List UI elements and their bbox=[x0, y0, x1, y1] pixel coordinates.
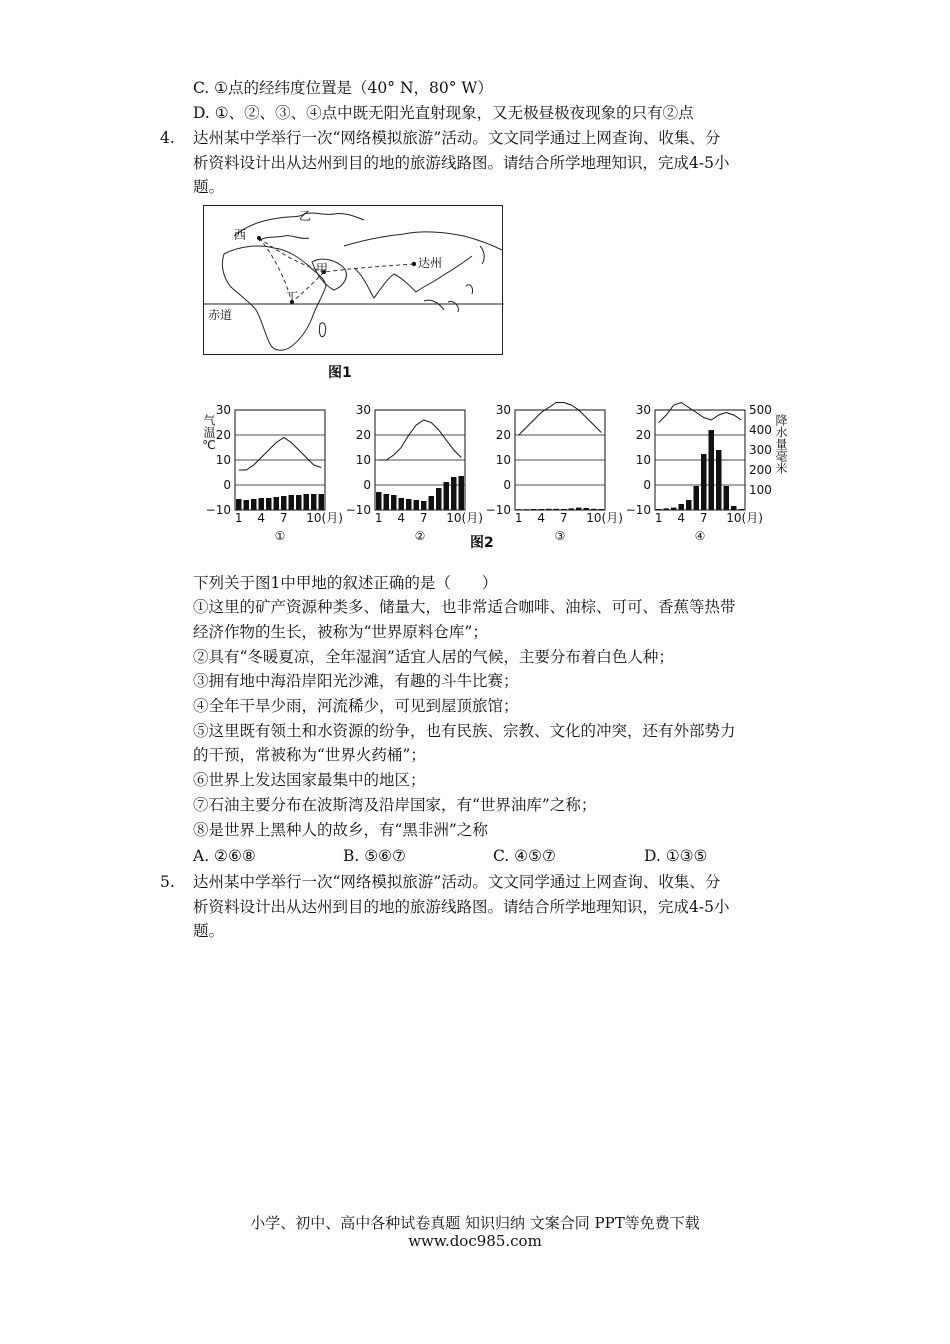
x-tick-label: 1 bbox=[514, 511, 523, 525]
y-tick-label: 20 bbox=[215, 428, 231, 442]
precip-bar bbox=[724, 486, 730, 510]
precip-bar bbox=[391, 495, 397, 510]
precip-bar bbox=[576, 508, 582, 510]
x-tick-label: 7 bbox=[419, 511, 428, 525]
climate-chart-4 bbox=[615, 398, 795, 547]
y-tick-label: 10 bbox=[635, 453, 651, 467]
precip-bar bbox=[421, 501, 427, 510]
y2-tick-label: 100 bbox=[749, 483, 772, 497]
precip-bar bbox=[236, 499, 242, 510]
y2-tick-label: 500 bbox=[749, 403, 772, 417]
question-stem-line: 析资料设计出从达州到目的地的旅游线路图。请结合所学地理知识，完成4-5小 bbox=[193, 154, 730, 172]
x-tick-label: 10(月) bbox=[586, 511, 623, 525]
y-tick-label: 0 bbox=[503, 478, 511, 492]
y-tick-label: 20 bbox=[355, 428, 371, 442]
precip-bar bbox=[731, 506, 737, 510]
precip-bar bbox=[414, 500, 420, 510]
precip-bar bbox=[319, 494, 325, 510]
option-c: C. ①点的经纬度位置是（40° N，80° W） bbox=[193, 79, 493, 97]
y2-tick-label: 200 bbox=[749, 463, 772, 477]
map-label-equator: 赤道 bbox=[208, 308, 233, 322]
climate-chart-svg bbox=[615, 398, 795, 543]
precip-bar bbox=[459, 476, 465, 510]
climate-chart-svg bbox=[475, 398, 623, 543]
footer-url: www.doc985.com bbox=[408, 1232, 542, 1250]
answer-option-a: A. ②⑥⑧ bbox=[193, 847, 256, 865]
y-tick-label: 10 bbox=[495, 453, 511, 467]
statement-line: ④全年干旱少雨，河流稀少，可见到屋顶旅馆； bbox=[193, 697, 519, 715]
precip-bar bbox=[679, 504, 685, 510]
precip-bar bbox=[406, 499, 412, 510]
answer-option-d: D. ①③⑤ bbox=[644, 847, 708, 865]
map-label-ding: 丁 bbox=[286, 290, 299, 304]
figure1-caption: 图1 bbox=[328, 365, 352, 381]
question-stem-line: 题。 bbox=[193, 922, 225, 940]
y-tick-label: −10 bbox=[205, 503, 231, 517]
climate-chart-2 bbox=[335, 398, 483, 547]
precip-bar bbox=[444, 482, 450, 510]
precip-bar bbox=[569, 508, 575, 510]
map-label-dazhou: 达州 bbox=[418, 256, 443, 270]
chart-number-label: ④ bbox=[694, 529, 706, 543]
footer-text: 小学、初中、高中各种试卷真题 知识归纳 文案合同 PPT等免费下载 bbox=[250, 1214, 700, 1232]
x-tick-label: 1 bbox=[374, 511, 383, 525]
precip-bar bbox=[591, 509, 597, 510]
precip-bar bbox=[686, 500, 692, 510]
precip-bar bbox=[376, 492, 382, 510]
precip-bar bbox=[274, 497, 280, 510]
precip-bar bbox=[399, 498, 405, 510]
statement-line: 经济作物的生长，被称为“世界原料仓库”； bbox=[193, 623, 488, 641]
y-tick-label: 30 bbox=[215, 403, 231, 417]
climate-chart-svg bbox=[195, 398, 343, 543]
climate-chart-3 bbox=[475, 398, 623, 547]
precip-bar bbox=[561, 509, 567, 510]
answer-option-c: C. ④⑤⑦ bbox=[493, 847, 556, 865]
precip-bar bbox=[296, 495, 302, 510]
x-tick-label: 10(月) bbox=[306, 511, 343, 525]
precip-bar bbox=[709, 430, 715, 510]
precip-bar bbox=[599, 509, 605, 510]
chart-number-label: ② bbox=[414, 529, 426, 543]
precip-bar bbox=[516, 509, 522, 510]
precip-bar bbox=[281, 496, 287, 510]
question-number: 4. bbox=[160, 129, 175, 147]
precip-bar bbox=[554, 509, 560, 510]
y-tick-label: −10 bbox=[345, 503, 371, 517]
precip-bar bbox=[584, 508, 590, 510]
route-map bbox=[203, 205, 503, 355]
y-tick-label: 0 bbox=[643, 478, 651, 492]
question-stem-line: 析资料设计出从达州到目的地的旅游线路图。请结合所学地理知识，完成4-5小 bbox=[193, 898, 730, 916]
y-tick-label: 30 bbox=[495, 403, 511, 417]
x-tick-label: 4 bbox=[397, 511, 406, 525]
map-label-yi: 乙 bbox=[299, 209, 312, 223]
chart-number-label: ③ bbox=[554, 529, 566, 543]
map-label-west: 西 bbox=[234, 228, 247, 242]
option-d: D. ①、②、③、④点中既无阳光直射现象，又无极昼极夜现象的只有②点 bbox=[193, 104, 694, 122]
y2-tick-label: 300 bbox=[749, 443, 772, 457]
precip-bar bbox=[664, 508, 670, 510]
y-tick-label: 0 bbox=[223, 478, 231, 492]
precip-bar bbox=[436, 488, 442, 510]
question-stem-line: 达州某中学举行一次“网络模拟旅游”活动。文文同学通过上网查询、收集、分 bbox=[193, 873, 721, 891]
precip-bar bbox=[289, 495, 295, 510]
temperature-line bbox=[659, 403, 742, 423]
chart-number-label: ① bbox=[274, 529, 286, 543]
figure2-caption: 图2 bbox=[470, 535, 494, 551]
statement-line: ③拥有地中海沿岸阳光沙滩，有趣的斗牛比赛； bbox=[193, 672, 519, 690]
x-tick-label: 1 bbox=[654, 511, 663, 525]
precip-bar bbox=[531, 509, 537, 510]
x-tick-label: 7 bbox=[699, 511, 708, 525]
y-tick-label: 30 bbox=[355, 403, 371, 417]
climate-chart-1 bbox=[195, 398, 343, 547]
precip-bar bbox=[716, 450, 722, 510]
answer-option-b: B. ⑤⑥⑦ bbox=[343, 847, 406, 865]
temperature-line bbox=[519, 403, 602, 436]
precip-bar bbox=[429, 496, 435, 510]
precip-bar bbox=[304, 494, 310, 510]
precip-bar bbox=[671, 508, 677, 510]
y-tick-label: −10 bbox=[485, 503, 511, 517]
map-label-jia: 甲 bbox=[316, 262, 329, 276]
question-stem-line: 达州某中学举行一次“网络模拟旅游”活动。文文同学通过上网查询、收集、分 bbox=[193, 129, 721, 147]
precip-bar bbox=[739, 509, 745, 510]
x-tick-label: 7 bbox=[279, 511, 288, 525]
precip-bar bbox=[259, 498, 265, 510]
world-map-sketch bbox=[204, 206, 504, 356]
y-tick-label: 20 bbox=[495, 428, 511, 442]
statement-line: ②具有“冬暖夏凉，全年湿润”适宜人居的气候，主要分布着白色人种； bbox=[193, 648, 674, 666]
precip-bar bbox=[524, 509, 530, 510]
precip-bar bbox=[546, 509, 552, 510]
statement-line: ⑤这里既有领土和水资源的纷争，也有民族、宗教、文化的冲突，还有外部势力 bbox=[193, 722, 736, 740]
x-tick-label: 4 bbox=[677, 511, 686, 525]
temperature-line bbox=[239, 438, 322, 471]
y-tick-label: 10 bbox=[215, 453, 231, 467]
statement-line: 的干预，常被称为“世界火药桶”； bbox=[193, 746, 426, 764]
precip-bar bbox=[656, 509, 662, 510]
left-axis-label: 气温℃ bbox=[202, 414, 216, 452]
statement-line: ⑦石油主要分布在波斯湾及沿岸国家，有“世界油库”之称； bbox=[193, 796, 597, 814]
precip-bar bbox=[451, 477, 457, 510]
question-prompt: 下列关于图1中甲地的叙述正确的是（ ） bbox=[193, 574, 498, 592]
precip-bar bbox=[384, 494, 390, 510]
precip-bar bbox=[694, 486, 700, 510]
precip-bar bbox=[244, 500, 250, 510]
temperature-line bbox=[379, 420, 462, 460]
precip-bar bbox=[539, 509, 545, 510]
y-tick-label: 10 bbox=[355, 453, 371, 467]
statement-line: ⑥世界上发达国家最集中的地区； bbox=[193, 771, 426, 789]
y-tick-label: 0 bbox=[363, 478, 371, 492]
precip-bar bbox=[701, 454, 707, 510]
question-stem-line: 题。 bbox=[193, 178, 225, 196]
right-axis-label: 降水量毫米 bbox=[774, 414, 788, 474]
x-tick-label: 10(月) bbox=[726, 511, 763, 525]
statement-line: ①这里的矿产资源种类多、储量大，也非常适合咖啡、油棕、可可、香蕉等热带 bbox=[193, 598, 736, 616]
x-tick-label: 7 bbox=[559, 511, 568, 525]
climate-chart-svg bbox=[335, 398, 483, 543]
precip-bar bbox=[311, 494, 317, 510]
y-tick-label: 20 bbox=[635, 428, 651, 442]
y-tick-label: 30 bbox=[635, 403, 651, 417]
x-tick-label: 4 bbox=[257, 511, 266, 525]
x-tick-label: 10(月) bbox=[446, 511, 483, 525]
x-tick-label: 1 bbox=[234, 511, 243, 525]
precip-bar bbox=[266, 498, 272, 510]
statement-line: ⑧是世界上黑种人的故乡，有“黑非洲”之称 bbox=[193, 821, 488, 839]
precip-bar bbox=[251, 499, 257, 510]
y2-tick-label: 400 bbox=[749, 423, 772, 437]
x-tick-label: 4 bbox=[537, 511, 546, 525]
question-number: 5. bbox=[160, 873, 175, 891]
y-tick-label: −10 bbox=[625, 503, 651, 517]
